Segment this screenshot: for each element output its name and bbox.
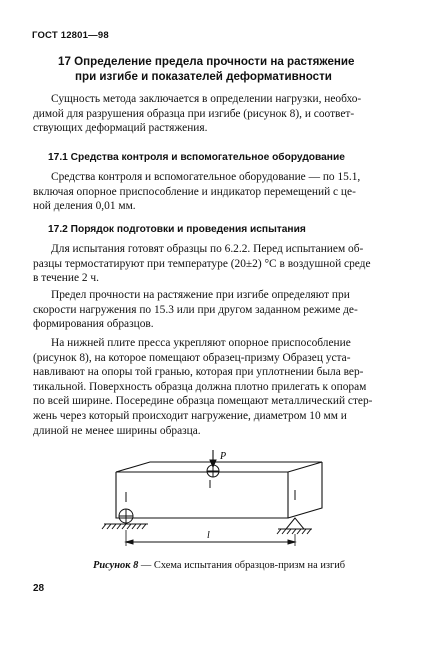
right-pin-support bbox=[277, 518, 312, 534]
left-roller-support bbox=[102, 509, 148, 529]
section-17-2-paragraph-3 bbox=[33, 336, 397, 438]
section-17-2-title: 17.2 Порядок подготовки и проведения испытания bbox=[48, 224, 306, 235]
load-arrow bbox=[210, 450, 216, 467]
text-line: формирования образцов. bbox=[33, 318, 154, 331]
section-17-title-line1: 17 Определение предела прочности на растяжение bbox=[58, 55, 355, 68]
text-line: Средства контроля и вспомогательное оборудование — по 15.1, bbox=[51, 171, 361, 183]
figure-caption-label: Рисунок 8 bbox=[93, 560, 139, 571]
section-17-paragraph bbox=[33, 92, 397, 136]
figure-caption-text: — Схема испытания образцов-призм на изгиб bbox=[138, 560, 346, 571]
figure-8-caption bbox=[93, 560, 345, 571]
text-line: жень через который происходит нагружение, диаметром 10 мм и bbox=[33, 409, 347, 422]
section-17-1-title: 17.1 Средства контроля и вспомогательное оборудование bbox=[48, 152, 345, 163]
text-line: ной деления 0,01 мм. bbox=[33, 200, 136, 213]
load-label: P bbox=[220, 451, 227, 462]
section-17-title bbox=[58, 54, 388, 84]
span-label: l bbox=[207, 530, 210, 541]
section-17-title-line2: при изгибе и показателей деформативности bbox=[75, 70, 332, 83]
figure-8-bending-scheme bbox=[100, 450, 340, 560]
section-17-2-paragraph-2 bbox=[33, 288, 397, 332]
text-line: Для испытания готовят образцы по 6.2.2. Перед испытанием об- bbox=[51, 243, 364, 255]
text-line: тикальной. Поверхность образца должна плотно прилегать к опорам bbox=[33, 380, 367, 393]
text-line: Предел прочности на растяжение при изгибе определяют при bbox=[51, 289, 350, 301]
text-line: На нижней плите пресса укрепляют опорное приспособление bbox=[51, 337, 351, 349]
section-17-1-paragraph bbox=[33, 170, 397, 214]
text-line: разцы термостатируют при температуре (20±2) °С в воздушной среде bbox=[33, 257, 371, 270]
text-line: (рисунок 8), на которое помещают образец-призму Образец уста- bbox=[33, 351, 351, 364]
text-line: скорости нагружения по 15.3 или при другом заданном режиме де- bbox=[33, 303, 358, 316]
span-dimension bbox=[126, 530, 295, 546]
section-17-2-paragraph-1 bbox=[33, 242, 397, 286]
text-line: включая опорное приспособление и индикатор перемещений с це- bbox=[33, 185, 356, 198]
loading-rod bbox=[207, 465, 219, 477]
text-line: в течение 2 ч. bbox=[33, 272, 99, 285]
document-code: ГОСТ 12801—98 bbox=[32, 30, 109, 41]
text-line: по всей ширине. Посередине образца помещают металлический стер- bbox=[33, 395, 373, 408]
text-line: ствующих деформаций растяжения. bbox=[33, 122, 208, 135]
text-line: навливают на опоры той гранью, которая при уплотнении была вер- bbox=[33, 366, 364, 379]
text-line: длиной не менее ширины образца. bbox=[33, 424, 201, 437]
page-number: 28 bbox=[33, 583, 45, 594]
text-line: Сущность метода заключается в определении нагрузки, необхо- bbox=[51, 93, 362, 105]
text-line: димой для разрушения образца при изгибе (рисунок 8), и соответ- bbox=[33, 107, 355, 120]
